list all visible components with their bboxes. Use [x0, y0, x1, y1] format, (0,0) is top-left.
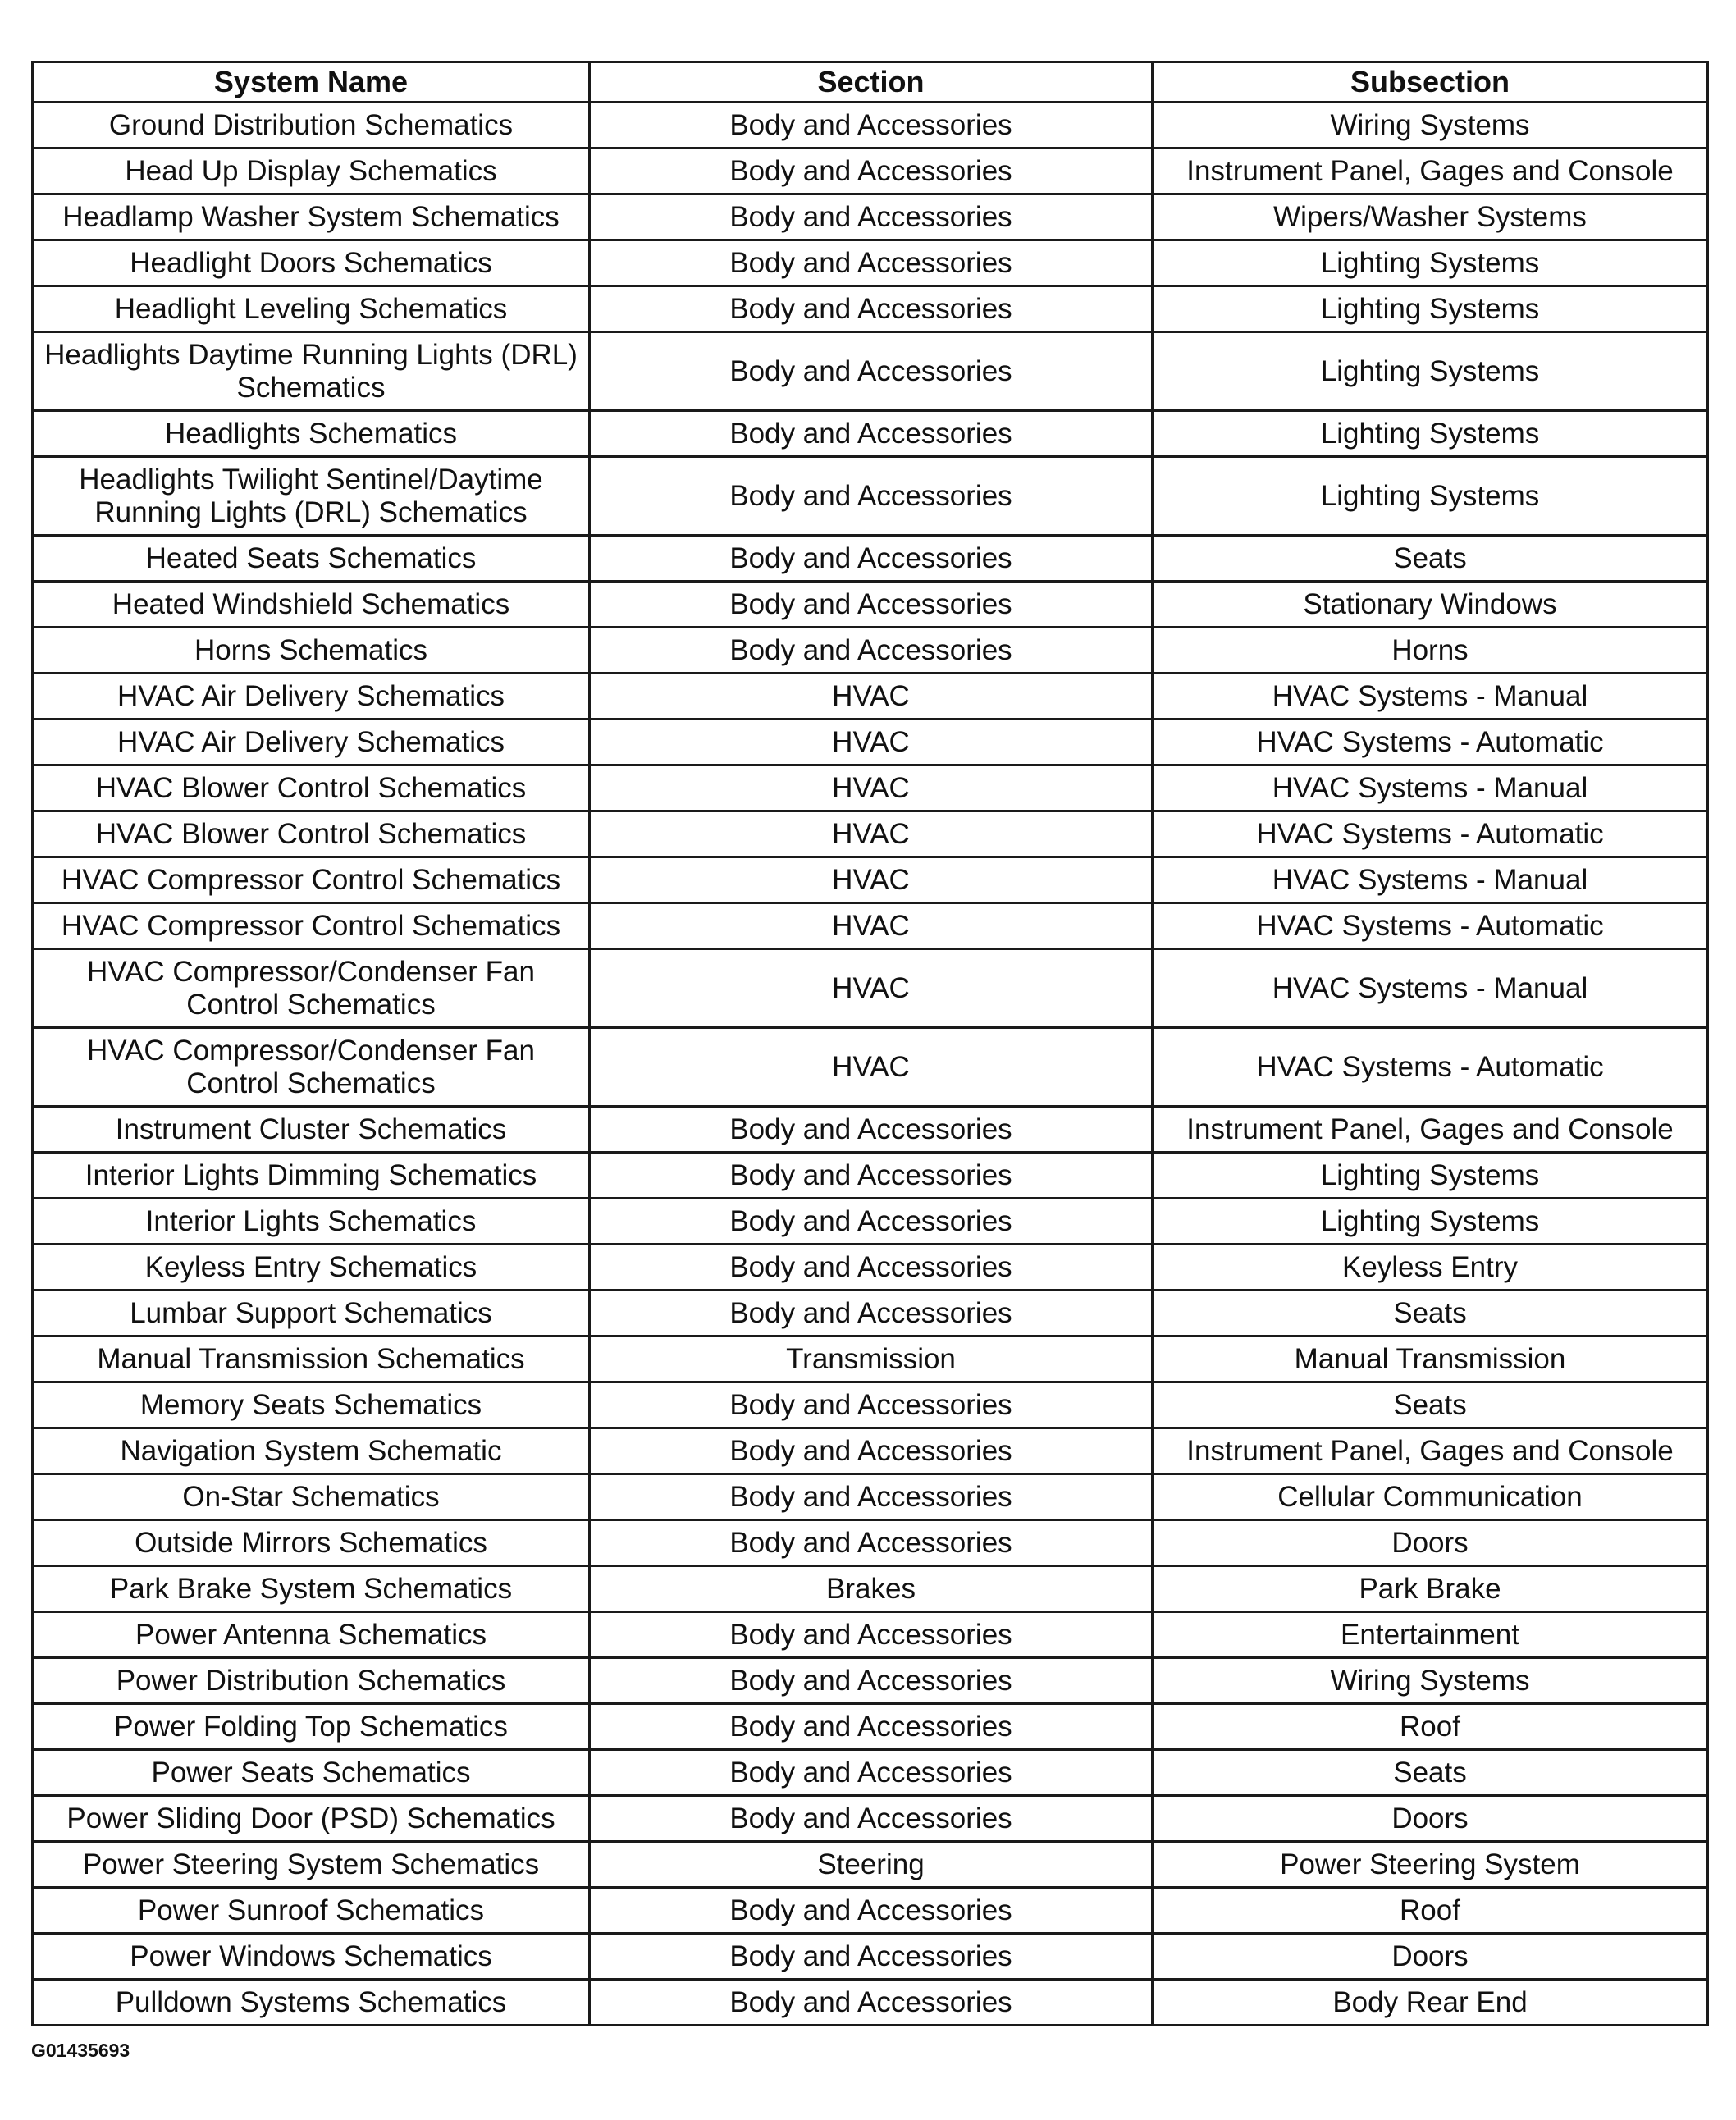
cell-section: Body and Accessories	[590, 411, 1153, 457]
cell-section: HVAC	[590, 720, 1153, 765]
table-row	[33, 536, 1708, 582]
cell-system-name: HVAC Compressor Control Schematics	[33, 857, 590, 903]
cell-subsection: Lighting Systems	[1153, 457, 1708, 536]
table-row	[33, 765, 1708, 811]
cell-section: Body and Accessories	[590, 1704, 1153, 1750]
header-subsection: Subsection	[1153, 62, 1708, 103]
table-row	[33, 1842, 1708, 1888]
cell-system-name: Headlights Daytime Running Lights (DRL) Schematics	[33, 332, 590, 411]
table-row	[33, 1107, 1708, 1153]
table-row	[33, 1750, 1708, 1796]
table-row	[33, 1566, 1708, 1612]
cell-section: Body and Accessories	[590, 1796, 1153, 1842]
table-row	[33, 903, 1708, 949]
cell-subsection: Cellular Communication	[1153, 1474, 1708, 1520]
cell-subsection: Seats	[1153, 1291, 1708, 1336]
cell-section: Body and Accessories	[590, 1291, 1153, 1336]
cell-section: Body and Accessories	[590, 103, 1153, 148]
table-row	[33, 1980, 1708, 2026]
table-row	[33, 103, 1708, 148]
cell-section: Body and Accessories	[590, 148, 1153, 194]
cell-system-name: Power Sunroof Schematics	[33, 1888, 590, 1934]
cell-section: HVAC	[590, 903, 1153, 949]
cell-section: HVAC	[590, 1028, 1153, 1107]
table-row	[33, 194, 1708, 240]
table-row	[33, 1888, 1708, 1934]
cell-subsection: Lighting Systems	[1153, 286, 1708, 332]
cell-section: Body and Accessories	[590, 457, 1153, 536]
table-row	[33, 1245, 1708, 1291]
cell-section: HVAC	[590, 949, 1153, 1028]
cell-section: HVAC	[590, 857, 1153, 903]
cell-subsection: Doors	[1153, 1520, 1708, 1566]
cell-section: Body and Accessories	[590, 240, 1153, 286]
cell-system-name: Headlight Doors Schematics	[33, 240, 590, 286]
cell-system-name: HVAC Blower Control Schematics	[33, 765, 590, 811]
cell-section: Body and Accessories	[590, 536, 1153, 582]
cell-subsection: Horns	[1153, 628, 1708, 674]
table-row	[33, 1796, 1708, 1842]
cell-system-name: Navigation System Schematic	[33, 1428, 590, 1474]
cell-section: Body and Accessories	[590, 286, 1153, 332]
cell-system-name: HVAC Compressor/Condenser Fan Control Schematics	[33, 949, 590, 1028]
cell-section: Body and Accessories	[590, 1474, 1153, 1520]
cell-section: Body and Accessories	[590, 1107, 1153, 1153]
cell-system-name: Ground Distribution Schematics	[33, 103, 590, 148]
cell-system-name: HVAC Compressor/Condenser Fan Control Schematics	[33, 1028, 590, 1107]
cell-system-name: Memory Seats Schematics	[33, 1382, 590, 1428]
cell-subsection: Seats	[1153, 536, 1708, 582]
cell-subsection: Seats	[1153, 1750, 1708, 1796]
cell-system-name: Outside Mirrors Schematics	[33, 1520, 590, 1566]
table-row	[33, 240, 1708, 286]
cell-section: HVAC	[590, 765, 1153, 811]
cell-system-name: HVAC Air Delivery Schematics	[33, 720, 590, 765]
cell-subsection: Roof	[1153, 1704, 1708, 1750]
cell-subsection: HVAC Systems - Automatic	[1153, 720, 1708, 765]
cell-system-name: HVAC Blower Control Schematics	[33, 811, 590, 857]
cell-subsection: Body Rear End	[1153, 1980, 1708, 2026]
table-row	[33, 1336, 1708, 1382]
table-row	[33, 1199, 1708, 1245]
cell-system-name: Headlights Twilight Sentinel/Daytime Running Lights (DRL) Schematics	[33, 457, 590, 536]
cell-subsection: Instrument Panel, Gages and Console	[1153, 1107, 1708, 1153]
cell-subsection: Wiring Systems	[1153, 103, 1708, 148]
cell-section: Body and Accessories	[590, 1612, 1153, 1658]
cell-section: Body and Accessories	[590, 1980, 1153, 2026]
cell-subsection: HVAC Systems - Automatic	[1153, 1028, 1708, 1107]
cell-subsection: HVAC Systems - Automatic	[1153, 903, 1708, 949]
cell-system-name: Heated Seats Schematics	[33, 536, 590, 582]
cell-system-name: Interior Lights Dimming Schematics	[33, 1153, 590, 1199]
cell-system-name: Headlights Schematics	[33, 411, 590, 457]
cell-system-name: Power Sliding Door (PSD) Schematics	[33, 1796, 590, 1842]
cell-section: Body and Accessories	[590, 1428, 1153, 1474]
cell-subsection: Park Brake	[1153, 1566, 1708, 1612]
table-row	[33, 1153, 1708, 1199]
cell-subsection: HVAC Systems - Manual	[1153, 674, 1708, 720]
table-body	[33, 103, 1708, 2026]
cell-subsection: Instrument Panel, Gages and Console	[1153, 148, 1708, 194]
table-row	[33, 1520, 1708, 1566]
cell-subsection: Keyless Entry	[1153, 1245, 1708, 1291]
cell-subsection: Doors	[1153, 1796, 1708, 1842]
cell-section: Body and Accessories	[590, 628, 1153, 674]
cell-system-name: Head Up Display Schematics	[33, 148, 590, 194]
cell-subsection: Manual Transmission	[1153, 1336, 1708, 1382]
cell-system-name: Power Folding Top Schematics	[33, 1704, 590, 1750]
table-row	[33, 457, 1708, 536]
table-row	[33, 332, 1708, 411]
cell-subsection: Entertainment	[1153, 1612, 1708, 1658]
cell-system-name: Instrument Cluster Schematics	[33, 1107, 590, 1153]
cell-subsection: Lighting Systems	[1153, 240, 1708, 286]
cell-system-name: Headlamp Washer System Schematics	[33, 194, 590, 240]
cell-section: Body and Accessories	[590, 582, 1153, 628]
table-row	[33, 1704, 1708, 1750]
cell-section: Body and Accessories	[590, 1199, 1153, 1245]
table-row	[33, 411, 1708, 457]
cell-system-name: Interior Lights Schematics	[33, 1199, 590, 1245]
table-header-row	[33, 62, 1708, 103]
header-system-name: System Name	[33, 62, 590, 103]
cell-system-name: Power Seats Schematics	[33, 1750, 590, 1796]
cell-system-name: HVAC Compressor Control Schematics	[33, 903, 590, 949]
cell-subsection: HVAC Systems - Manual	[1153, 949, 1708, 1028]
table-row	[33, 720, 1708, 765]
cell-subsection: HVAC Systems - Manual	[1153, 857, 1708, 903]
cell-system-name: Pulldown Systems Schematics	[33, 1980, 590, 2026]
cell-section: Body and Accessories	[590, 1153, 1153, 1199]
cell-section: Body and Accessories	[590, 1750, 1153, 1796]
table-row	[33, 1028, 1708, 1107]
cell-section: Body and Accessories	[590, 332, 1153, 411]
cell-subsection: Stationary Windows	[1153, 582, 1708, 628]
cell-system-name: Power Windows Schematics	[33, 1934, 590, 1980]
cell-subsection: Lighting Systems	[1153, 1199, 1708, 1245]
table-row	[33, 674, 1708, 720]
cell-system-name: Park Brake System Schematics	[33, 1566, 590, 1612]
cell-section: Steering	[590, 1842, 1153, 1888]
cell-section: Body and Accessories	[590, 1934, 1153, 1980]
cell-system-name: On-Star Schematics	[33, 1474, 590, 1520]
table-row	[33, 1934, 1708, 1980]
table-row	[33, 148, 1708, 194]
table-row	[33, 1612, 1708, 1658]
table-row	[33, 1382, 1708, 1428]
cell-subsection: Power Steering System	[1153, 1842, 1708, 1888]
cell-section: Body and Accessories	[590, 1520, 1153, 1566]
table-row	[33, 1291, 1708, 1336]
table-row	[33, 582, 1708, 628]
cell-subsection: Seats	[1153, 1382, 1708, 1428]
cell-section: Transmission	[590, 1336, 1153, 1382]
cell-subsection: Instrument Panel, Gages and Console	[1153, 1428, 1708, 1474]
figure-id: G01435693	[31, 2040, 130, 2061]
cell-system-name: Horns Schematics	[33, 628, 590, 674]
cell-system-name: Power Distribution Schematics	[33, 1658, 590, 1704]
cell-subsection: Wiring Systems	[1153, 1658, 1708, 1704]
table-row	[33, 811, 1708, 857]
header-section: Section	[590, 62, 1153, 103]
table-row	[33, 1474, 1708, 1520]
table-row	[33, 949, 1708, 1028]
cell-section: Body and Accessories	[590, 194, 1153, 240]
cell-system-name: Power Steering System Schematics	[33, 1842, 590, 1888]
cell-subsection: Lighting Systems	[1153, 1153, 1708, 1199]
cell-system-name: Manual Transmission Schematics	[33, 1336, 590, 1382]
table-row	[33, 628, 1708, 674]
cell-system-name: Heated Windshield Schematics	[33, 582, 590, 628]
cell-section: HVAC	[590, 811, 1153, 857]
cell-section: Body and Accessories	[590, 1382, 1153, 1428]
cell-section: Brakes	[590, 1566, 1153, 1612]
cell-system-name: Lumbar Support Schematics	[33, 1291, 590, 1336]
table-row	[33, 1428, 1708, 1474]
cell-subsection: HVAC Systems - Manual	[1153, 765, 1708, 811]
cell-system-name: Keyless Entry Schematics	[33, 1245, 590, 1291]
cell-section: Body and Accessories	[590, 1658, 1153, 1704]
schematics-table	[31, 61, 1709, 2026]
cell-subsection: HVAC Systems - Automatic	[1153, 811, 1708, 857]
cell-section: Body and Accessories	[590, 1888, 1153, 1934]
cell-system-name: HVAC Air Delivery Schematics	[33, 674, 590, 720]
cell-section: Body and Accessories	[590, 1245, 1153, 1291]
cell-subsection: Doors	[1153, 1934, 1708, 1980]
cell-section: HVAC	[590, 674, 1153, 720]
cell-system-name: Power Antenna Schematics	[33, 1612, 590, 1658]
table-row	[33, 1658, 1708, 1704]
table-row	[33, 286, 1708, 332]
cell-subsection: Wipers/Washer Systems	[1153, 194, 1708, 240]
cell-subsection: Lighting Systems	[1153, 411, 1708, 457]
cell-system-name: Headlight Leveling Schematics	[33, 286, 590, 332]
table-row	[33, 857, 1708, 903]
cell-subsection: Lighting Systems	[1153, 332, 1708, 411]
cell-subsection: Roof	[1153, 1888, 1708, 1934]
